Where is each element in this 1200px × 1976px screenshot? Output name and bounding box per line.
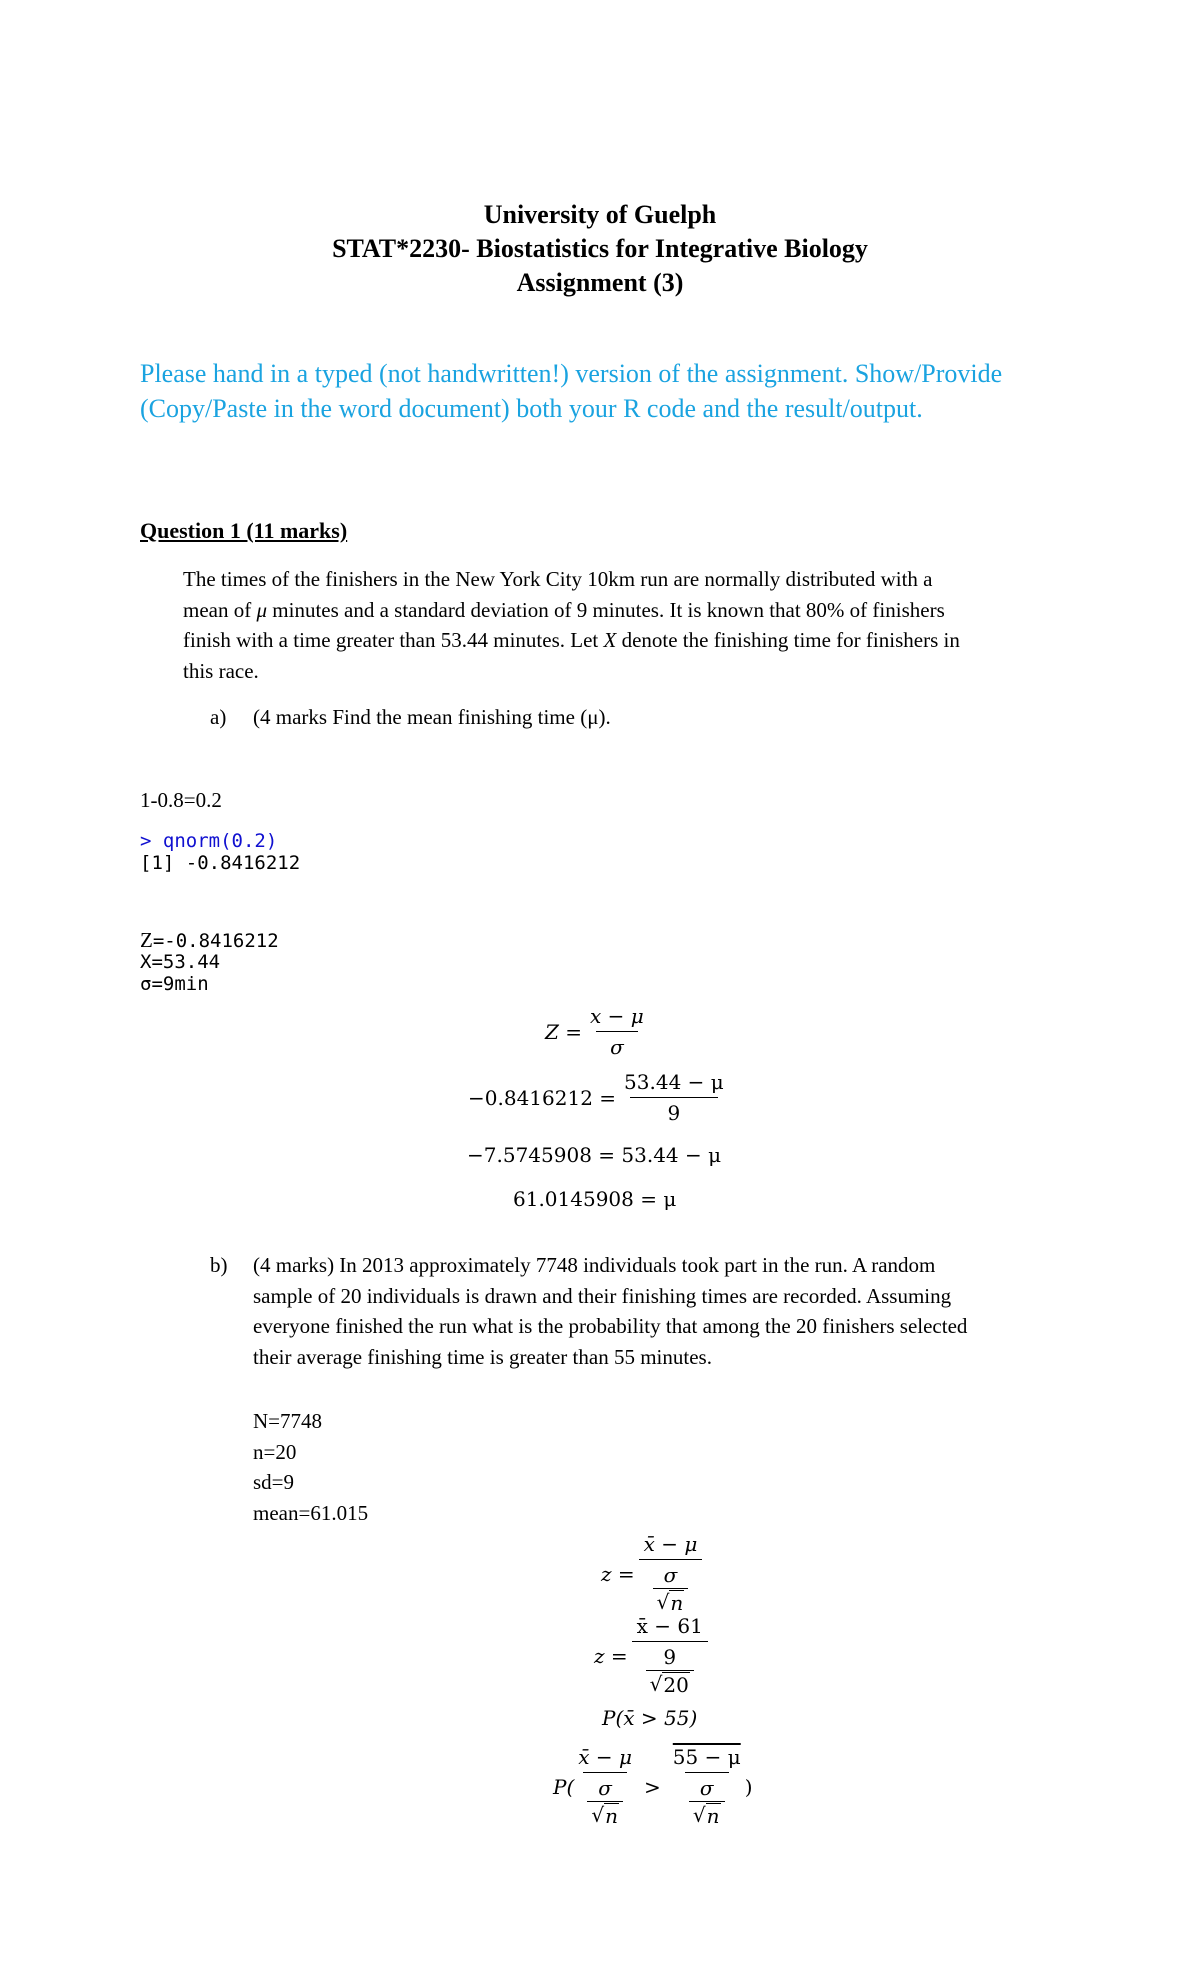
intro-line-2 [183,595,1083,626]
b-eq1-lhs: z = [601,1561,635,1586]
b-eq2-radicand: 20 [663,1673,689,1697]
part-a-equation-1 [545,1004,648,1059]
eq1-lhs: Z = [545,1019,583,1044]
question-1-heading: Question 1 (11 marks) [140,518,348,543]
b-eq2-numerator [633,1614,707,1641]
university-title: University of Guelph [483,200,717,229]
b-eq1-denominator [639,1559,703,1615]
part-b-equation-3: P(x̄ > 55) [602,1706,698,1730]
b-eq4-left-sigma: σ [598,1776,612,1800]
eq1-denominator: σ [596,1031,638,1059]
sqrt-icon: √ n [591,1803,618,1828]
part-b-line-4: their average finishing time is greater than 55 minutes. [253,1344,712,1369]
b-eq2-denominator [632,1641,708,1697]
eq1-numerator: x − μ [590,1004,644,1028]
sqrt-icon: √ n [656,1590,684,1615]
x-variable: X [603,628,617,652]
intro-line-2-post: minutes and a standard deviation of 9 minutes. It is known that 80% of finishers [267,597,945,622]
b-eq4-gt: > [644,1774,661,1799]
part-b-equation-1 [601,1532,702,1615]
intro-line-4: this race. [183,658,259,683]
intro-line-3 [183,625,1083,656]
given-sd: sd=9 [253,1470,295,1494]
part-b-line-2: sample of 20 individuals is drawn and their finishing times are recorded. Assuming [253,1283,952,1308]
eq2-fraction [620,1070,728,1125]
b-eq1-radicand: n [670,1591,684,1615]
intro-line-3-pre: finish with a time greater than 53.44 minutes. Let [183,628,604,652]
b-eq4-left-numerator: x̄ − μ [578,1745,633,1769]
b-eq2-numerator-text: x̄ − 61 [636,1614,703,1638]
part-b-equation-2 [594,1614,708,1697]
part-b-line-1: (4 marks) In 2013 approximately 7748 individuals took part in the run. A random [253,1253,936,1277]
part-b-line-3: everyone finished the run what is the probability that among the 20 finishers selected [253,1314,968,1338]
given-n: n=20 [253,1439,297,1464]
b-eq2-inner-numerator: 9 [663,1645,677,1669]
part-b-givens [253,1406,368,1528]
b-eq4-right-denominator [685,1772,729,1828]
z-value-rest: =-0.8416212 [152,930,279,952]
b-eq4-left-inner [587,1776,623,1828]
b-eq1-inner-denominator [653,1588,689,1615]
b-eq4-close: ) [744,1774,753,1799]
b-eq4-open: P( [553,1774,575,1799]
b-eq4-left-root [587,1801,623,1828]
b-eq2-inner-denominator [646,1670,694,1697]
part-b-equation-4 [553,1745,753,1828]
b-eq4-left-denominator [583,1772,627,1828]
part-b-label: b) [210,1253,228,1277]
part-a-equation-4: 61.0145908 = μ [513,1187,677,1211]
b-eq4-right-numerator: 55 − μ [672,1745,741,1769]
submission-notice: Please hand in a typed (not handwritten!) version of the assignment. Show/Provide (Copy/Paste in the word document) both your R code and the result/output. [140,359,1003,423]
b-eq4-right-fraction [669,1745,745,1828]
eq2-numerator: 53.44 − μ [624,1070,724,1094]
b-eq2-fraction [632,1614,708,1697]
b-eq1-inner-numerator: σ [663,1563,678,1587]
sigma-value: σ=9min [140,973,209,995]
b-eq2-inner-fraction [646,1645,694,1697]
eq2-denominator: 9 [630,1097,719,1125]
b-eq4-right-radicand: n [706,1804,720,1828]
given-mean: mean=61.015 [253,1500,369,1525]
b-eq4-right-root [689,1801,725,1828]
eq1-fraction [586,1004,648,1059]
intro-line-3-post: denote the finishing time for finishers in [616,628,960,652]
part-a-text: (4 marks Find the mean finishing time (μ). [253,705,611,729]
sqrt-icon: √ n [692,1803,720,1828]
x-value: X=53.44 [140,951,221,973]
part-a-equation-2 [468,1070,728,1125]
sqrt-icon: √ 20 [649,1672,689,1697]
b-eq1-numerator: x̄ − μ [643,1532,698,1556]
intro-line-2-pre: mean of [183,597,257,622]
b-eq4-left-radicand: n [605,1804,618,1828]
r-output: [1] -0.8416212 [140,852,301,874]
r-input: > qnorm(0.2) [140,830,278,852]
intro-line-1: The times of the finishers in the New York City 10km run are normally distributed with a [183,567,933,591]
part-a-label: a) [210,705,227,729]
b-eq4-right-inner [689,1776,725,1828]
z-value: Z=-0.8416212 [140,928,279,952]
b-eq4-right-sigma: σ [699,1776,714,1800]
mu-symbol: μ [256,597,268,622]
b-eq2-lhs: z = [594,1643,628,1668]
given-N: N=7748 [253,1409,323,1433]
question-1-intro [183,564,1083,686]
assignment-title: Assignment (3) [516,268,684,297]
course-title: STAT*2230- Biostatistics for Integrative Biology [332,234,868,263]
eq2-lhs: −0.8416212 = [468,1085,617,1110]
part-a-equation-3: −7.5745908 = 53.44 − μ [467,1143,722,1167]
b-eq4-left-fraction [574,1745,636,1828]
part-b-text [253,1250,1093,1372]
part-a-calc: 1-0.8=0.2 [140,788,222,812]
b-eq1-inner-fraction [653,1563,689,1615]
b-eq1-fraction [639,1532,703,1615]
